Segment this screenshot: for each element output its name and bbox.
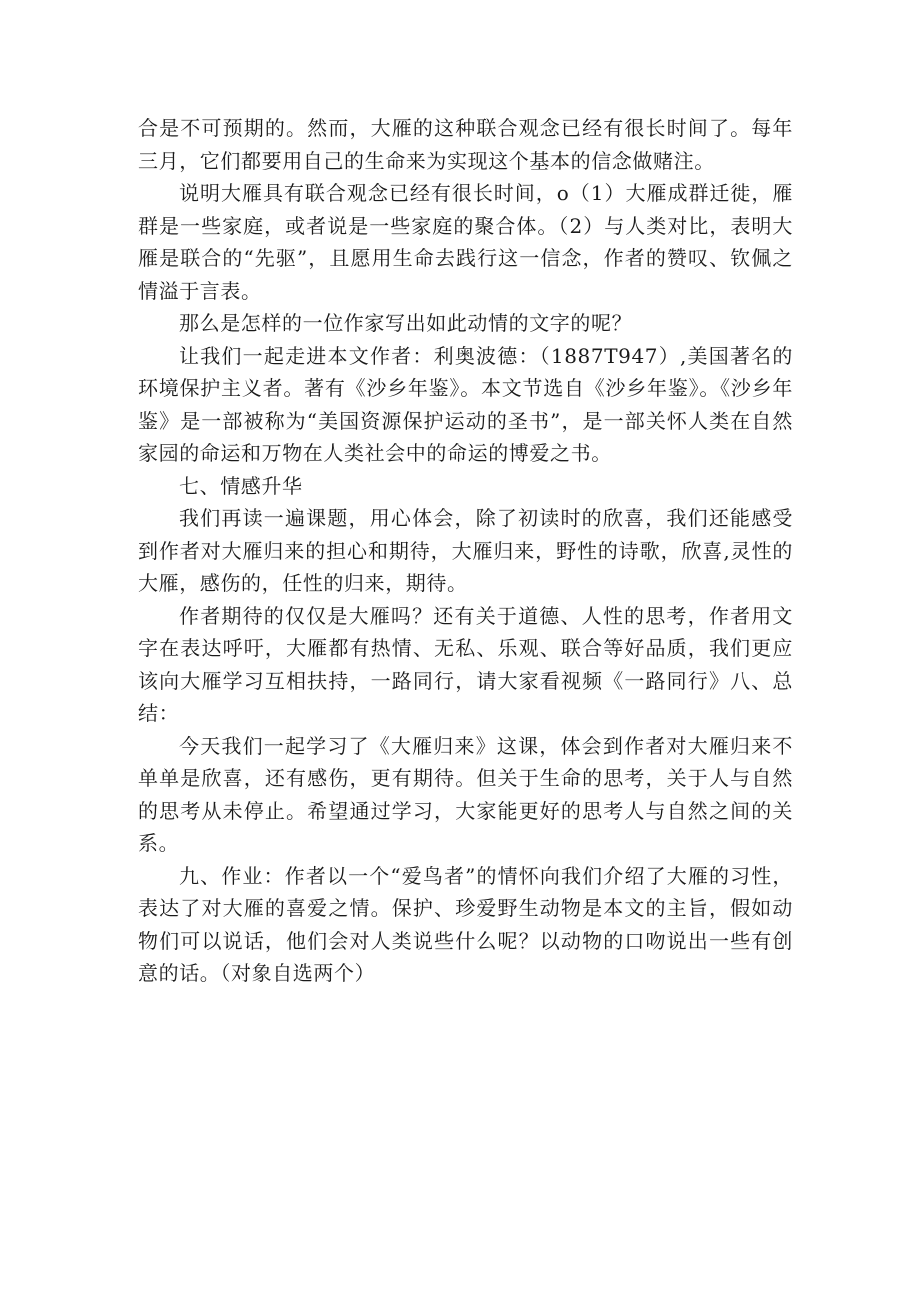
paragraph-homework: 九、作业：作者以一个“爱鸟者”的情怀向我们介绍了大雁的习性，表达了对大雁的喜爱之情。保护、珍爱野生动物是本文的主旨，假如动物们可以说话，他们会对人类说些什么呢？以动物的口吻说出一些有创意的话。（对象自选两个） bbox=[138, 863, 793, 985]
paragraph-author-intro: 让我们一起走进本文作者：利奥波德：（1887T947）,美国著名的环境保护主义者。著有《沙乡年鉴》。本文节选自《沙乡年鉴》。《沙乡年鉴》是一部被称为“美国资源保护运动的圣书”，是一部关怀人类在自然家园的命运和万物在人类社会中的命运的博爱之书。 bbox=[138, 343, 793, 465]
paragraph-expectation: 作者期待的仅仅是大雁吗？还有关于道德、人性的思考，作者用文字在表达呼吁，大雁都有热情、无私、乐观、联合等好品质，我们更应该向大雁学习互相扶持，一路同行，请大家看视频《一路同行》八、总结： bbox=[138, 603, 793, 725]
paragraph-explanation: 说明大雁具有联合观念已经有很长时间，o（1）大雁成群迁徙，雁群是一些家庭，或者说是一些家庭的聚合体。（2）与人类对比，表明大雁是联合的“先驱”，且愿用生命去践行这一信念，作者的赞叹、钦佩之情溢于言表。 bbox=[138, 181, 793, 303]
paragraph-continuation: 合是不可预期的。然而，大雁的这种联合观念已经有很长时间了。每年三月，它们都要用自己的生命来为实现这个基本的信念做赌注。 bbox=[138, 116, 793, 173]
section-heading-emotion: 七、情感升华 bbox=[179, 473, 303, 498]
paragraph-question: 那么是怎样的一位作家写出如此动情的文字的呢？ bbox=[179, 311, 633, 335]
document-body bbox=[138, 112, 793, 990]
paragraph-summary: 今天我们一起学习了《大雁归来》这课，体会到作者对大雁归来不单单是欣喜，还有感伤，更有期待。但关于生命的思考，关于人与自然的思考从未停止。希望通过学习，大家能更好的思考人与自然之间的关系。 bbox=[138, 733, 793, 855]
paragraph-reread: 我们再读一遍课题，用心体会，除了初读时的欣喜，我们还能感受到作者对大雁归来的担心和期待，大雁归来，野性的诗歌，欣喜,灵性的大雁，感伤的，任性的归来，期待。 bbox=[138, 506, 793, 595]
